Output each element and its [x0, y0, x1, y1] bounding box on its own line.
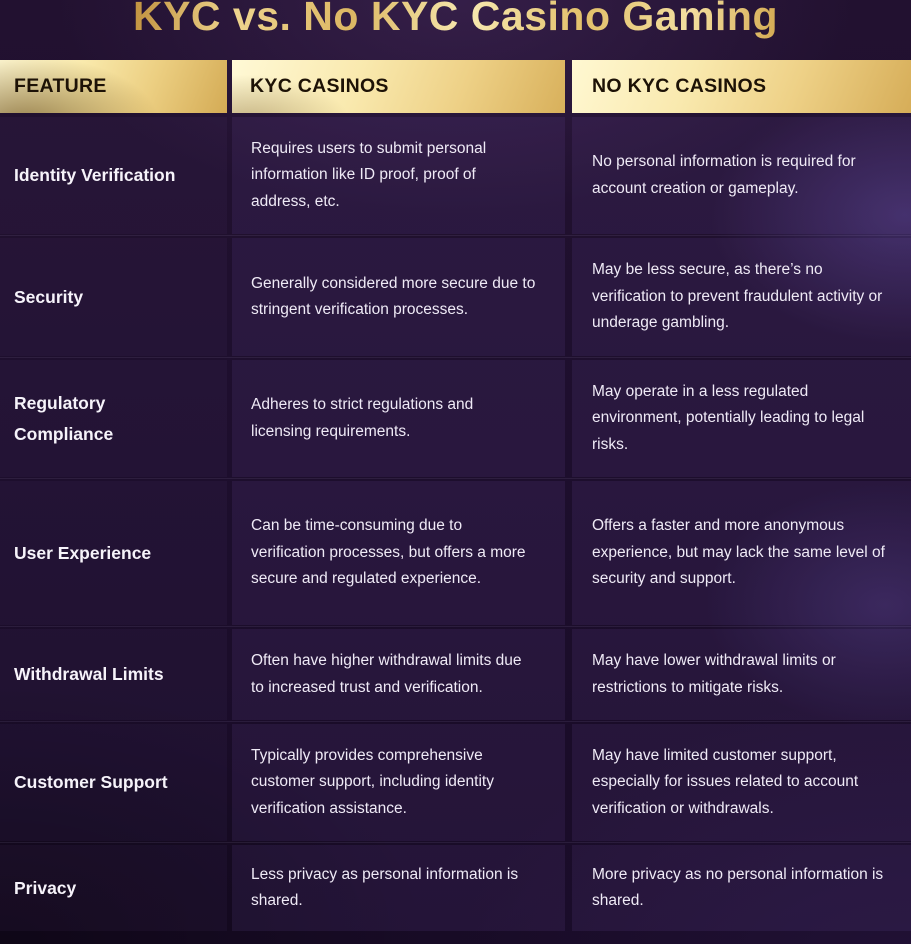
no-kyc-cell: May have limited customer support, especially for issues related to account verification or withdrawals.: [572, 724, 911, 841]
kyc-cell: Typically provides comprehensive customer support, including identity verification assistance.: [232, 724, 565, 841]
kyc-cell: Requires users to submit personal information like ID proof, proof of address, etc.: [232, 117, 565, 234]
feature-cell: Privacy: [0, 845, 227, 931]
no-kyc-cell: May have lower withdrawal limits or restrictions to mitigate risks.: [572, 629, 911, 720]
feature-cell: Regulatory Compliance: [0, 360, 227, 477]
feature-cell: Identity Verification: [0, 117, 227, 234]
feature-cell: Customer Support: [0, 724, 227, 841]
column-header-feature: FEATURE: [0, 60, 227, 113]
no-kyc-cell: No personal information is required for account creation or gameplay.: [572, 117, 911, 234]
row-separator: [0, 721, 911, 722]
row-separator: [0, 626, 911, 627]
kyc-cell: Adheres to strict regulations and licensing requirements.: [232, 360, 565, 477]
row-separator: [0, 478, 911, 479]
table-row: [0, 238, 911, 356]
title-bar: [0, 0, 911, 60]
row-separator: [0, 842, 911, 843]
table-row: [0, 117, 911, 234]
kyc-cell: Generally considered more secure due to stringent verification processes.: [232, 238, 565, 356]
row-separator: [0, 235, 911, 236]
column-header-no-kyc-casinos: NO KYC CASINOS: [572, 60, 911, 113]
row-separator: [0, 357, 911, 358]
kyc-cell: Often have higher withdrawal limits due to increased trust and verification.: [232, 629, 565, 720]
comparison-table: [0, 60, 911, 931]
no-kyc-cell: May be less secure, as there’s no verification to prevent fraudulent activity or underage gambling.: [572, 238, 911, 356]
table-row: [0, 724, 911, 841]
no-kyc-cell: More privacy as no personal information is shared.: [572, 845, 911, 931]
page-title: KYC vs. No KYC Casino Gaming: [133, 0, 778, 40]
header-row: [0, 60, 911, 113]
table-row: [0, 845, 911, 931]
table-row: [0, 481, 911, 625]
table-row: [0, 629, 911, 720]
table-row: [0, 360, 911, 477]
kyc-cell: Can be time-consuming due to verification processes, but offers a more secure and regulated experience.: [232, 481, 565, 625]
feature-cell: User Experience: [0, 481, 227, 625]
no-kyc-cell: May operate in a less regulated environment, potentially leading to legal risks.: [572, 360, 911, 477]
feature-cell: Security: [0, 238, 227, 356]
feature-cell: Withdrawal Limits: [0, 629, 227, 720]
column-header-kyc-casinos: KYC CASINOS: [232, 60, 565, 113]
kyc-cell: Less privacy as personal information is shared.: [232, 845, 565, 931]
no-kyc-cell: Offers a faster and more anonymous experience, but may lack the same level of security and support.: [572, 481, 911, 625]
